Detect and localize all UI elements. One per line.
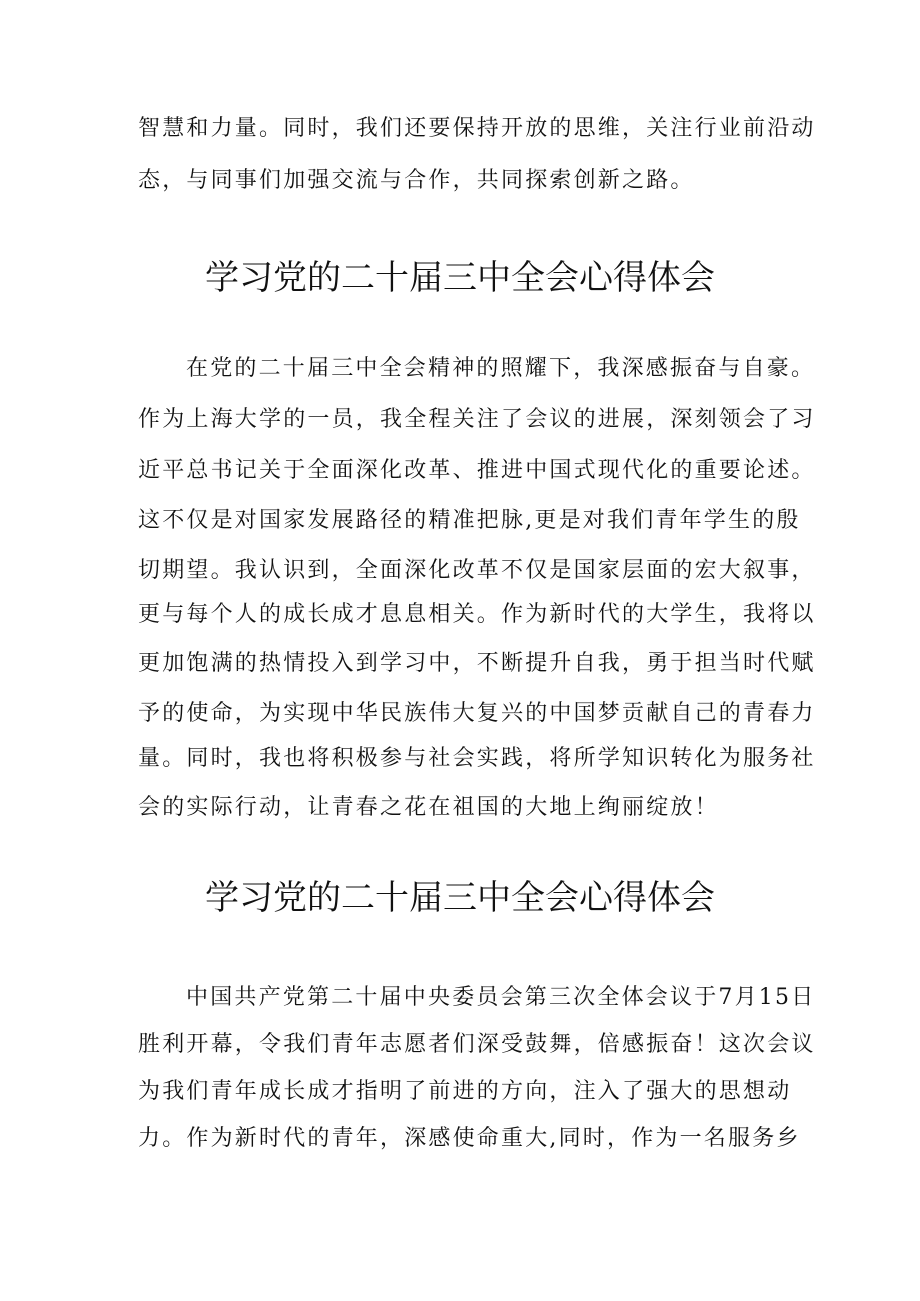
paragraph-line: 这不仅是对国家发展路径的精准把脉,更是对我们青年学生的殷 bbox=[138, 508, 801, 533]
paragraph-line: 力。作为新时代的青年，深感使命重大,同时，作为一名服务乡 bbox=[138, 1126, 801, 1151]
paragraph-line: 近平总书记关于全面深化改革、推进中国式现代化的重要论述。 bbox=[138, 458, 816, 483]
paragraph-line: 更加饱满的热情投入到学习中，不断提升自我，勇于担当时代赋 bbox=[138, 651, 816, 676]
paragraph-line: 作为上海大学的一员，我全程关注了会议的进展，深刻领会了习 bbox=[138, 407, 816, 432]
paragraph-line: 予的使命，为实现中华民族伟大复兴的中国梦贡献自己的青春力 bbox=[138, 701, 816, 726]
paragraph-line: 更与每个人的成长成才息息相关。作为新时代的大学生，我将以 bbox=[138, 602, 816, 627]
paragraph-line: 量。同时，我也将积极参与社会实践，将所学知识转化为服务社 bbox=[138, 746, 816, 771]
paragraph-line: 切期望。我认识到，全面深化改革不仅是国家层面的宏大叙事， bbox=[138, 558, 816, 583]
section-title: 学习党的二十届三中全会心得体会 bbox=[205, 878, 715, 918]
paragraph-line: 智慧和力量。同时，我们还要保持开放的思维，关注行业前沿动 bbox=[138, 116, 816, 141]
paragraph-line: 会的实际行动，让青春之花在祖国的大地上绚丽绽放！ bbox=[138, 795, 719, 820]
paragraph-line: 中国共产党第二十届中央委员会第三次全体会议于7月15日 bbox=[186, 985, 816, 1010]
paragraph-line: 胜利开幕，令我们青年志愿者们深受鼓舞，倍感振奋！这次会议 bbox=[138, 1032, 816, 1057]
section-title: 学习党的二十届三中全会心得体会 bbox=[205, 258, 715, 298]
paragraph-line: 态，与同事们加强交流与合作，共同探索创新之路。 bbox=[138, 168, 695, 193]
paragraph-line: 在党的二十届三中全会精神的照耀下，我深感振奋与自豪。 bbox=[186, 356, 816, 381]
paragraph-line: 为我们青年成长成才指明了前进的方向，注入了强大的思想动 bbox=[138, 1079, 792, 1104]
